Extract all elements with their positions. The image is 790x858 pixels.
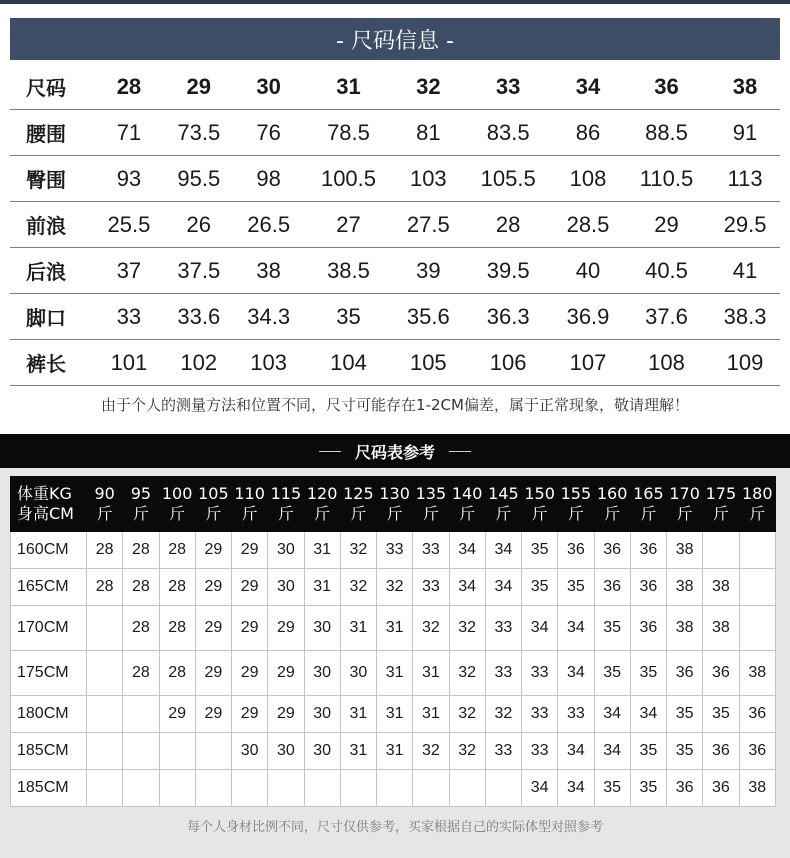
weight-header-cell <box>703 477 739 532</box>
size-value-cell: 39.5 <box>463 248 553 294</box>
reference-size-cell: 36 <box>667 651 703 696</box>
reference-size-cell: 30 <box>304 733 340 770</box>
size-value-cell: 40.5 <box>623 248 710 294</box>
weight-header-cell <box>340 477 376 532</box>
reference-size-cell <box>449 770 485 807</box>
reference-size-cell: 31 <box>413 696 449 733</box>
reference-size-cell: 34 <box>594 696 630 733</box>
reference-size-cell <box>123 696 159 733</box>
reference-row <box>11 770 776 807</box>
reference-size-cell <box>159 770 195 807</box>
size-value-cell: 28 <box>463 202 553 248</box>
reference-size-cell <box>87 770 123 807</box>
reference-size-cell <box>739 532 776 569</box>
reference-corner-cell <box>11 477 87 532</box>
reference-size-cell: 35 <box>667 696 703 733</box>
size-value-cell: 26.5 <box>234 202 304 248</box>
size-value-cell: 34.3 <box>234 294 304 340</box>
reference-size-cell: 32 <box>449 696 485 733</box>
weight-unit: 斤 <box>386 504 403 523</box>
size-value-cell: 76 <box>234 110 304 156</box>
size-value-cell: 39 <box>393 248 463 294</box>
size-value-cell: 107 <box>553 340 623 386</box>
weight-header-cell <box>522 477 558 532</box>
reference-size-cell <box>123 733 159 770</box>
weight-unit: 斤 <box>640 504 657 523</box>
reference-footnote: 每个人身材比例不同，尺寸仅供参考，买家根据自己的实际体型对照参考 <box>186 820 603 835</box>
weight-value: 125 <box>343 484 374 503</box>
height-cell: 160CM <box>11 532 87 569</box>
size-value-cell: 36.3 <box>463 294 553 340</box>
reference-size-cell <box>739 569 776 606</box>
reference-header-row <box>11 477 776 532</box>
reference-size-cell <box>195 733 231 770</box>
size-header-cell: 36 <box>623 64 710 110</box>
size-header-cell: 32 <box>393 64 463 110</box>
size-row-label: 前浪 <box>10 202 94 248</box>
height-cell: 165CM <box>11 569 87 606</box>
size-row <box>10 202 780 248</box>
weight-header-cell <box>377 477 413 532</box>
reference-size-cell: 36 <box>739 733 776 770</box>
weight-value: 160 <box>596 484 628 503</box>
reference-size-cell: 38 <box>667 532 703 569</box>
weight-value: 155 <box>560 484 592 503</box>
reference-size-cell: 35 <box>594 651 630 696</box>
size-value-cell: 35 <box>304 294 394 340</box>
reference-size-cell: 34 <box>630 696 666 733</box>
reference-size-cell: 31 <box>377 696 413 733</box>
reference-size-cell: 29 <box>232 696 268 733</box>
reference-size-cell: 32 <box>340 569 376 606</box>
reference-size-cell: 34 <box>558 606 594 651</box>
size-value-cell: 91 <box>710 110 780 156</box>
height-cell: 185CM <box>11 733 87 770</box>
reference-size-cell: 35 <box>630 770 666 807</box>
size-row-label: 后浪 <box>10 248 94 294</box>
reference-size-cell: 33 <box>485 606 521 651</box>
height-cell: 180CM <box>11 696 87 733</box>
reference-size-cell <box>340 770 376 807</box>
weight-value: 170 <box>669 484 700 503</box>
reference-size-cell: 30 <box>268 569 304 606</box>
size-value-cell: 98 <box>234 156 304 202</box>
weight-unit: 斤 <box>604 504 621 523</box>
reference-size-cell: 33 <box>522 733 558 770</box>
reference-size-cell: 36 <box>594 569 630 606</box>
size-value-cell: 33.6 <box>164 294 234 340</box>
size-value-cell: 35.6 <box>393 294 463 340</box>
reference-size-cell: 33 <box>485 651 521 696</box>
banner-dash-left <box>319 451 341 452</box>
weight-value: 145 <box>488 484 519 503</box>
reference-size-cell: 33 <box>413 569 449 606</box>
reference-size-cell: 32 <box>340 532 376 569</box>
size-value-cell: 103 <box>234 340 304 386</box>
size-value-cell: 106 <box>463 340 553 386</box>
reference-size-cell: 34 <box>449 569 485 606</box>
reference-size-cell: 31 <box>377 733 413 770</box>
reference-row <box>11 733 776 770</box>
reference-size-cell: 32 <box>449 733 485 770</box>
reference-size-cell: 33 <box>485 733 521 770</box>
reference-size-cell <box>739 606 776 651</box>
size-reference-banner <box>0 434 790 468</box>
size-value-cell: 109 <box>710 340 780 386</box>
reference-size-cell: 28 <box>87 569 123 606</box>
size-header-cell: 31 <box>304 64 394 110</box>
reference-size-cell: 30 <box>304 606 340 651</box>
size-value-cell: 37.6 <box>623 294 710 340</box>
size-value-cell: 78.5 <box>304 110 394 156</box>
size-value-cell: 40 <box>553 248 623 294</box>
size-header-row <box>10 64 780 110</box>
reference-size-cell <box>268 770 304 807</box>
size-row <box>10 294 780 340</box>
size-header-cell: 33 <box>463 64 553 110</box>
size-value-cell: 38.5 <box>304 248 394 294</box>
reference-size-cell: 34 <box>594 733 630 770</box>
weight-header-cell <box>413 477 449 532</box>
size-header-cell: 38 <box>710 64 780 110</box>
size-value-cell: 103 <box>393 156 463 202</box>
reference-size-cell: 36 <box>594 532 630 569</box>
reference-row <box>11 696 776 733</box>
weight-unit: 斤 <box>241 504 258 523</box>
reference-size-cell: 36 <box>703 651 739 696</box>
reference-size-cell: 36 <box>703 770 739 807</box>
height-cell: 175CM <box>11 651 87 696</box>
reference-size-cell: 34 <box>558 770 594 807</box>
reference-size-cell: 31 <box>413 651 449 696</box>
reference-size-cell: 36 <box>667 770 703 807</box>
reference-size-cell: 28 <box>159 569 195 606</box>
weight-value: 130 <box>379 484 410 503</box>
reference-size-cell: 36 <box>630 606 666 651</box>
weight-value: 95 <box>130 484 152 503</box>
reference-size-cell: 38 <box>667 606 703 651</box>
reference-size-cell: 28 <box>87 532 123 569</box>
size-header-cell: 29 <box>164 64 234 110</box>
size-value-cell: 93 <box>94 156 164 202</box>
reference-size-cell: 30 <box>340 651 376 696</box>
size-value-cell: 73.5 <box>164 110 234 156</box>
size-value-cell: 100.5 <box>304 156 394 202</box>
size-value-cell: 25.5 <box>94 202 164 248</box>
weight-value: 165 <box>633 484 664 503</box>
size-value-cell: 108 <box>553 156 623 202</box>
weight-value: 150 <box>524 484 555 503</box>
weight-header-cell <box>195 477 231 532</box>
size-reference-title: 尺码表参考 <box>354 442 435 462</box>
size-value-cell: 83.5 <box>463 110 553 156</box>
reference-size-cell: 38 <box>703 569 739 606</box>
size-reference-table <box>10 476 776 807</box>
reference-size-cell <box>87 733 123 770</box>
top-divider-line <box>0 0 790 4</box>
reference-size-cell <box>485 770 521 807</box>
reference-size-cell: 33 <box>558 696 594 733</box>
reference-size-cell: 28 <box>123 532 159 569</box>
reference-size-cell: 29 <box>195 696 231 733</box>
weight-header-cell <box>304 477 340 532</box>
reference-size-cell: 31 <box>340 696 376 733</box>
size-value-cell: 41 <box>710 248 780 294</box>
weight-value: 90 <box>94 484 115 503</box>
reference-size-cell: 32 <box>413 606 449 651</box>
reference-size-cell: 32 <box>485 696 521 733</box>
reference-size-cell <box>87 696 123 733</box>
weight-header-cell <box>485 477 521 532</box>
reference-size-cell <box>159 733 195 770</box>
weight-unit: 斤 <box>205 504 222 523</box>
size-info-title-banner <box>10 18 780 60</box>
reference-size-cell: 32 <box>449 651 485 696</box>
reference-size-cell: 29 <box>232 532 268 569</box>
weight-header-cell <box>232 477 268 532</box>
reference-size-cell: 36 <box>558 532 594 569</box>
reference-size-cell: 30 <box>268 733 304 770</box>
reference-size-cell: 36 <box>630 532 666 569</box>
reference-size-cell: 29 <box>232 569 268 606</box>
height-cell: 185CM <box>11 770 87 807</box>
size-header-cell: 34 <box>553 64 623 110</box>
reference-size-cell: 31 <box>377 606 413 651</box>
size-value-cell: 108 <box>623 340 710 386</box>
reference-size-cell: 35 <box>667 733 703 770</box>
weight-unit: 斤 <box>169 504 186 523</box>
reference-row <box>11 569 776 606</box>
size-info-table <box>10 64 780 386</box>
size-value-cell: 27 <box>304 202 394 248</box>
reference-row <box>11 651 776 696</box>
reference-size-cell: 34 <box>485 532 521 569</box>
weight-unit: 斤 <box>712 504 729 523</box>
reference-size-cell: 31 <box>340 733 376 770</box>
weight-value: 175 <box>705 484 737 503</box>
reference-size-cell: 28 <box>123 569 159 606</box>
size-row-label: 腰围 <box>10 110 94 156</box>
size-value-cell: 101 <box>94 340 164 386</box>
reference-size-cell: 31 <box>304 569 340 606</box>
weight-unit: 斤 <box>96 504 113 523</box>
reference-size-cell <box>232 770 268 807</box>
reference-size-cell: 32 <box>377 569 413 606</box>
size-row <box>10 340 780 386</box>
size-value-cell: 110.5 <box>623 156 710 202</box>
corner-weight-label: 体重KG <box>17 484 72 503</box>
reference-size-cell: 34 <box>522 770 558 807</box>
size-value-cell: 71 <box>94 110 164 156</box>
weight-value: 140 <box>451 484 483 503</box>
size-info-title: - 尺码信息 - <box>336 28 454 54</box>
weight-unit: 斤 <box>459 504 476 523</box>
weight-unit: 斤 <box>132 504 149 523</box>
reference-size-cell: 34 <box>558 651 594 696</box>
size-value-cell: 29.5 <box>710 202 780 248</box>
size-value-cell: 113 <box>710 156 780 202</box>
weight-value: 120 <box>306 484 338 503</box>
reference-size-cell: 28 <box>159 606 195 651</box>
weight-unit: 斤 <box>277 504 294 523</box>
reference-size-cell: 28 <box>159 651 195 696</box>
size-value-cell: 36.9 <box>553 294 623 340</box>
reference-size-cell: 29 <box>268 606 304 651</box>
size-value-cell: 37 <box>94 248 164 294</box>
weight-value: 100 <box>161 484 193 503</box>
weight-value: 115 <box>270 484 302 503</box>
size-header-cell: 28 <box>94 64 164 110</box>
reference-size-cell: 31 <box>304 532 340 569</box>
reference-size-cell: 29 <box>268 651 304 696</box>
size-row-label: 臀围 <box>10 156 94 202</box>
reference-size-cell: 36 <box>739 696 776 733</box>
reference-size-cell: 31 <box>377 651 413 696</box>
measurement-note: 由于个人的测量方法和位置不同，尺寸可能存在1-2CM偏差，属于正常现象，敬请理解！ <box>101 396 689 414</box>
reference-size-cell: 33 <box>522 651 558 696</box>
reference-size-cell: 35 <box>594 770 630 807</box>
reference-size-cell <box>87 606 123 651</box>
weight-value: 105 <box>198 484 229 503</box>
weight-header-cell <box>667 477 703 532</box>
reference-size-cell: 34 <box>522 606 558 651</box>
weight-header-cell <box>449 477 485 532</box>
reference-size-cell: 31 <box>340 606 376 651</box>
reference-size-cell: 33 <box>413 532 449 569</box>
size-value-cell: 88.5 <box>623 110 710 156</box>
reference-size-cell: 35 <box>630 733 666 770</box>
weight-value: 180 <box>741 484 773 503</box>
reference-size-cell: 29 <box>268 696 304 733</box>
weight-unit: 斤 <box>749 504 766 523</box>
size-value-cell: 105 <box>393 340 463 386</box>
reference-size-cell: 28 <box>123 651 159 696</box>
reference-size-cell: 38 <box>703 606 739 651</box>
size-row <box>10 156 780 202</box>
reference-size-cell <box>87 651 123 696</box>
reference-size-cell: 36 <box>630 569 666 606</box>
reference-size-cell: 32 <box>449 606 485 651</box>
reference-size-cell: 30 <box>304 651 340 696</box>
reference-row <box>11 606 776 651</box>
size-value-cell: 38.3 <box>710 294 780 340</box>
weight-unit: 斤 <box>314 504 331 523</box>
reference-size-cell: 35 <box>703 696 739 733</box>
reference-size-cell: 29 <box>195 651 231 696</box>
weight-header-cell <box>159 477 195 532</box>
reference-size-cell: 28 <box>123 606 159 651</box>
size-value-cell: 102 <box>164 340 234 386</box>
size-value-cell: 81 <box>393 110 463 156</box>
reference-size-cell: 35 <box>522 532 558 569</box>
reference-size-cell <box>413 770 449 807</box>
size-value-cell: 27.5 <box>393 202 463 248</box>
weight-unit: 斤 <box>567 504 584 523</box>
reference-size-cell: 35 <box>558 569 594 606</box>
weight-unit: 斤 <box>531 504 548 523</box>
reference-size-cell <box>123 770 159 807</box>
reference-size-cell: 34 <box>558 733 594 770</box>
reference-size-cell <box>304 770 340 807</box>
weight-header-cell <box>558 477 594 532</box>
size-header-label: 尺码 <box>10 64 94 110</box>
reference-row <box>11 532 776 569</box>
reference-size-cell: 34 <box>485 569 521 606</box>
height-cell: 170CM <box>11 606 87 651</box>
weight-unit: 斤 <box>350 504 367 523</box>
size-header-cell: 30 <box>234 64 304 110</box>
size-value-cell: 37.5 <box>164 248 234 294</box>
weight-header-cell <box>123 477 159 532</box>
reference-size-cell: 38 <box>739 651 776 696</box>
corner-height-label: 身高CM <box>17 504 74 523</box>
size-value-cell: 29 <box>623 202 710 248</box>
reference-size-cell: 29 <box>195 569 231 606</box>
size-row <box>10 248 780 294</box>
reference-size-cell: 35 <box>594 606 630 651</box>
reference-size-cell <box>703 532 739 569</box>
reference-size-cell <box>377 770 413 807</box>
reference-size-cell: 28 <box>159 532 195 569</box>
size-value-cell: 104 <box>304 340 394 386</box>
size-value-cell: 38 <box>234 248 304 294</box>
reference-size-cell: 29 <box>195 532 231 569</box>
size-value-cell: 33 <box>94 294 164 340</box>
reference-size-cell: 30 <box>232 733 268 770</box>
reference-size-cell: 34 <box>449 532 485 569</box>
reference-size-cell: 33 <box>377 532 413 569</box>
reference-size-cell <box>195 770 231 807</box>
weight-header-cell <box>268 477 304 532</box>
size-value-cell: 95.5 <box>164 156 234 202</box>
weight-value: 110 <box>234 484 265 503</box>
weight-header-cell <box>594 477 630 532</box>
reference-size-cell: 38 <box>739 770 776 807</box>
banner-dash-right <box>449 451 471 452</box>
reference-size-cell: 29 <box>195 606 231 651</box>
size-value-cell: 28.5 <box>553 202 623 248</box>
size-value-cell: 105.5 <box>463 156 553 202</box>
reference-size-cell: 36 <box>703 733 739 770</box>
weight-unit: 斤 <box>676 504 693 523</box>
reference-size-cell: 38 <box>667 569 703 606</box>
size-row-label: 脚口 <box>10 294 94 340</box>
reference-size-cell: 32 <box>413 733 449 770</box>
reference-size-cell: 35 <box>630 651 666 696</box>
weight-header-cell <box>630 477 666 532</box>
weight-value: 135 <box>415 484 447 503</box>
reference-size-cell: 30 <box>304 696 340 733</box>
reference-size-cell: 30 <box>268 532 304 569</box>
size-value-cell: 26 <box>164 202 234 248</box>
reference-size-cell: 29 <box>232 606 268 651</box>
weight-header-cell <box>87 477 123 532</box>
size-value-cell: 86 <box>553 110 623 156</box>
size-row-label: 裤长 <box>10 340 94 386</box>
reference-size-cell: 29 <box>159 696 195 733</box>
reference-size-cell: 35 <box>522 569 558 606</box>
weight-unit: 斤 <box>422 504 439 523</box>
reference-size-cell: 33 <box>522 696 558 733</box>
size-row <box>10 110 780 156</box>
weight-header-cell <box>739 477 776 532</box>
weight-unit: 斤 <box>495 504 512 523</box>
reference-size-cell: 29 <box>232 651 268 696</box>
